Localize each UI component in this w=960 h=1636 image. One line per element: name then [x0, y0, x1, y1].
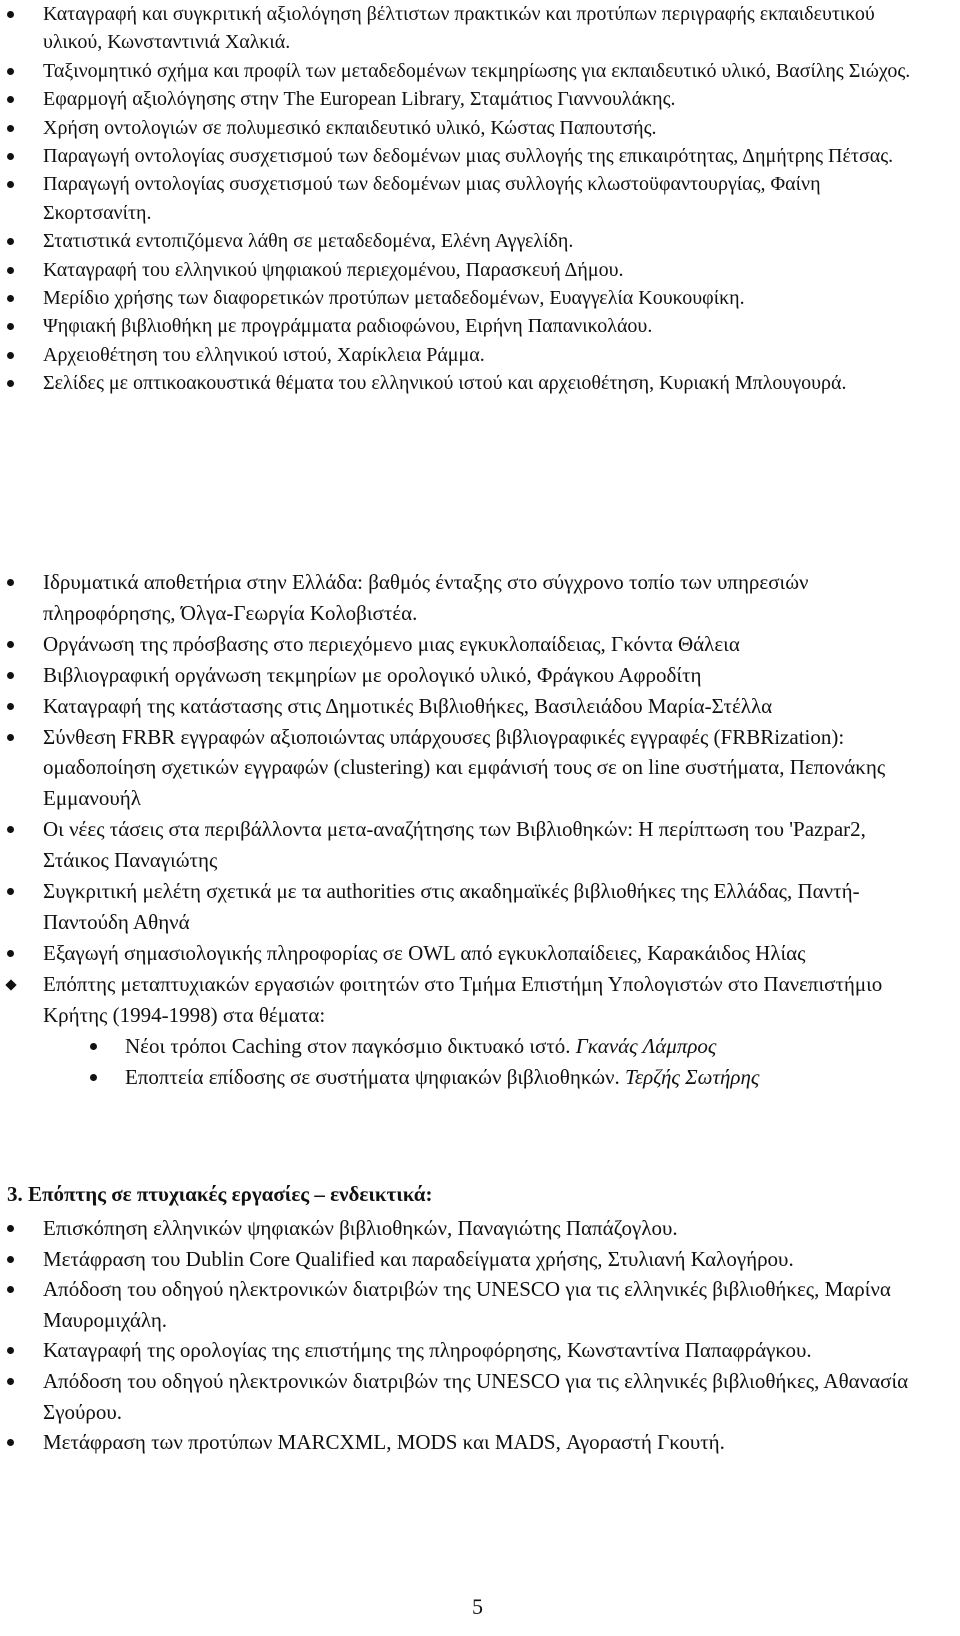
list-item: Βιβλιογραφική οργάνωση τεκμηρίων με ορολογικό υλικό, Φράγκου Αφροδίτη	[0, 660, 960, 691]
bullet-icon	[7, 125, 14, 132]
list-item: Οργάνωση της πρόσβασης στο περιεχόμενο μιας εγκυκλοπαίδειας, Γκόντα Θάλεια	[0, 629, 960, 660]
list-item: Ψηφιακή βιβλιοθήκη με προγράμματα ραδιοφώνου, Ειρήνη Παπανικολάου.	[0, 312, 960, 340]
sub-list	[43, 1031, 932, 1093]
list-item: Παραγωγή οντολογίας συσχετισμού των δεδομένων μιας συλλογής της επικαιρότητας, Δημήτρης Πέτσας.	[0, 142, 960, 170]
list-item: Μερίδιο χρήσης των διαφορετικών προτύπων μεταδεδομένων, Ευαγγελία Κουκουφίκη.	[0, 284, 960, 312]
list-item: Μετάφραση του Dublin Core Qualified και παραδείγματα χρήσης, Στυλιανή Καλογήρου.	[0, 1244, 960, 1275]
bullet-icon	[7, 1378, 14, 1385]
bullet-icon	[7, 950, 14, 957]
bullet-icon	[7, 1225, 14, 1232]
diamond-bullet-icon	[5, 979, 16, 990]
bullet-icon	[7, 295, 14, 302]
list-item: Στατιστικά εντοπιζόμενα λάθη σε μεταδεδομένα, Ελένη Αγγελίδη.	[0, 227, 960, 255]
bullet-icon	[7, 181, 14, 188]
bullet-icon	[7, 323, 14, 330]
supervised-theses-list-b	[0, 567, 960, 1092]
bullet-icon	[7, 68, 14, 75]
page-number: 5	[472, 1594, 483, 1619]
bullet-icon	[7, 672, 14, 679]
list-item: Εφαρμογή αξιολόγησης στην The European Library, Σταμάτιος Γιαννουλάκης.	[0, 85, 960, 113]
list-item: Σύνθεση FRBR εγγραφών αξιοποιώντας υπάρχουσες βιβλιογραφικές εγγραφές (FRBRization): ομαδοποίηση σχετικών εγγραφών (clustering) και εμφάνισή τους σε on line συστήματα, Πεπονάκης Εμμανουήλ	[0, 722, 960, 815]
list-item: Σελίδες με οπτικοακουστικά θέματα του ελληνικού ιστού και αρχειοθέτηση, Κυριακή Μπλουγουρά.	[0, 369, 960, 397]
supervised-theses-list-a	[0, 0, 960, 398]
bullet-icon	[7, 153, 14, 160]
list-item: Ιδρυματικά αποθετήρια στην Ελλάδα: βαθμός ένταξης στο σύγχρονο τοπίο των υπηρεσιών πληροφόρησης, Όλγα-Γεωργία Κολοβιστέα.	[0, 567, 960, 629]
list-item: Οι νέες τάσεις στα περιβάλλοντα μετα-αναζήτησης των Βιβλιοθηκών: Η περίπτωση του 'Pazpar2, Στάικος Παναγιώτης	[0, 814, 960, 876]
list-item: Απόδοση του οδηγού ηλεκτρονικών διατριβών της UNESCO για τις ελληνικές βιβλιοθήκες, Αθανασία Σγούρου.	[0, 1366, 960, 1427]
list-item-supervisor: Επόπτης μεταπτυχιακών εργασιών φοιτητών στο Τμήμα Επιστήμη Υπολογιστών στο Πανεπιστήμιο Κρήτης (1994-1998) στα θέματα: Νέοι τρόποι Caching στον παγκόσμιο δικτυακό ιστό. Γκανάς Λάμπρος Εποπτεία επίδοσης σε συστήματα ψηφιακών βιβλιοθηκών. Τερζής Σωτήρης	[0, 969, 960, 1093]
sub-list-item: Εποπτεία επίδοσης σε συστήματα ψηφιακών βιβλιοθηκών. Τερζής Σωτήρης	[43, 1062, 932, 1093]
bullet-icon	[7, 703, 14, 710]
list-item: Εξαγωγή σημασιολογικής πληροφορίας σε OWL από εγκυκλοπαίδειες, Καρακάιδος Ηλίας	[0, 938, 960, 969]
undergraduate-theses-list	[0, 1213, 960, 1458]
list-item: Αρχειοθέτηση του ελληνικού ιστού, Χαρίκλεια Ράμμα.	[0, 341, 960, 369]
sub-list-item: Νέοι τρόποι Caching στον παγκόσμιο δικτυακό ιστό. Γκανάς Λάμπρος	[43, 1031, 932, 1062]
bullet-icon	[7, 380, 14, 387]
bullet-icon	[7, 1347, 14, 1354]
list-item: Καταγραφή της κατάστασης στις Δημοτικές Βιβλιοθήκες, Βασιλειάδου Μαρία-Στέλλα	[0, 691, 960, 722]
bullet-icon	[7, 238, 14, 245]
bullet-icon	[7, 826, 14, 833]
bullet-icon	[7, 1286, 14, 1293]
list-item: Ταξινομητικό σχήμα και προφίλ των μεταδεδομένων τεκμηρίωσης για εκπαιδευτικό υλικό, Βασίλης Σιώχος.	[0, 57, 960, 85]
list-item: Απόδοση του οδηγού ηλεκτρονικών διατριβών της UNESCO για τις ελληνικές βιβλιοθήκες, Μαρίνα Μαυρομιχάλη.	[0, 1274, 960, 1335]
list-item: Συγκριτική μελέτη σχετικά με τα authorities στις ακαδημαϊκές βιβλιοθήκες της Ελλάδας, Παντή-Παντούδη Αθηνά	[0, 876, 960, 938]
list-item: Επισκόπηση ελληνικών ψηφιακών βιβλιοθηκών, Παναγιώτης Παπάζογλου.	[0, 1213, 960, 1244]
list-item: Καταγραφή του ελληνικού ψηφιακού περιεχομένου, Παρασκευή Δήμου.	[0, 256, 960, 284]
bullet-icon	[90, 1043, 97, 1050]
bullet-icon	[7, 11, 14, 18]
list-item: Καταγραφή και συγκριτική αξιολόγηση βέλτιστων πρακτικών και προτύπων περιγραφής εκπαιδευτικού υλικού, Κωνσταντινιά Χαλκιά.	[0, 0, 960, 57]
bullet-icon	[7, 96, 14, 103]
list-item: Καταγραφή της ορολογίας της επιστήμης της πληροφόρησης, Κωνσταντίνα Παπαφράγκου.	[0, 1335, 960, 1366]
bullet-icon	[7, 352, 14, 359]
bullet-icon	[7, 1256, 14, 1263]
bullet-icon	[7, 734, 14, 741]
bullet-icon	[7, 1439, 14, 1446]
list-item: Παραγωγή οντολογίας συσχετισμού των δεδομένων μιας συλλογής κλωστοϋφαντουργίας, Φαίνη Σκορτσανίτη.	[0, 170, 960, 227]
list-item: Μετάφραση των προτύπων MARCXML, MODS και MADS, Αγοραστή Γκουτή.	[0, 1427, 960, 1458]
bullet-icon	[7, 579, 14, 586]
section-heading: 3. Επόπτης σε πτυχιακές εργασίες – ενδεικτικά:	[7, 1182, 433, 1206]
bullet-icon	[7, 888, 14, 895]
bullet-icon	[7, 641, 14, 648]
list-item: Χρήση οντολογιών σε πολυμεσικό εκπαιδευτικό υλικό, Κώστας Παπουτσής.	[0, 114, 960, 142]
bullet-icon	[90, 1074, 97, 1081]
bullet-icon	[7, 267, 14, 274]
